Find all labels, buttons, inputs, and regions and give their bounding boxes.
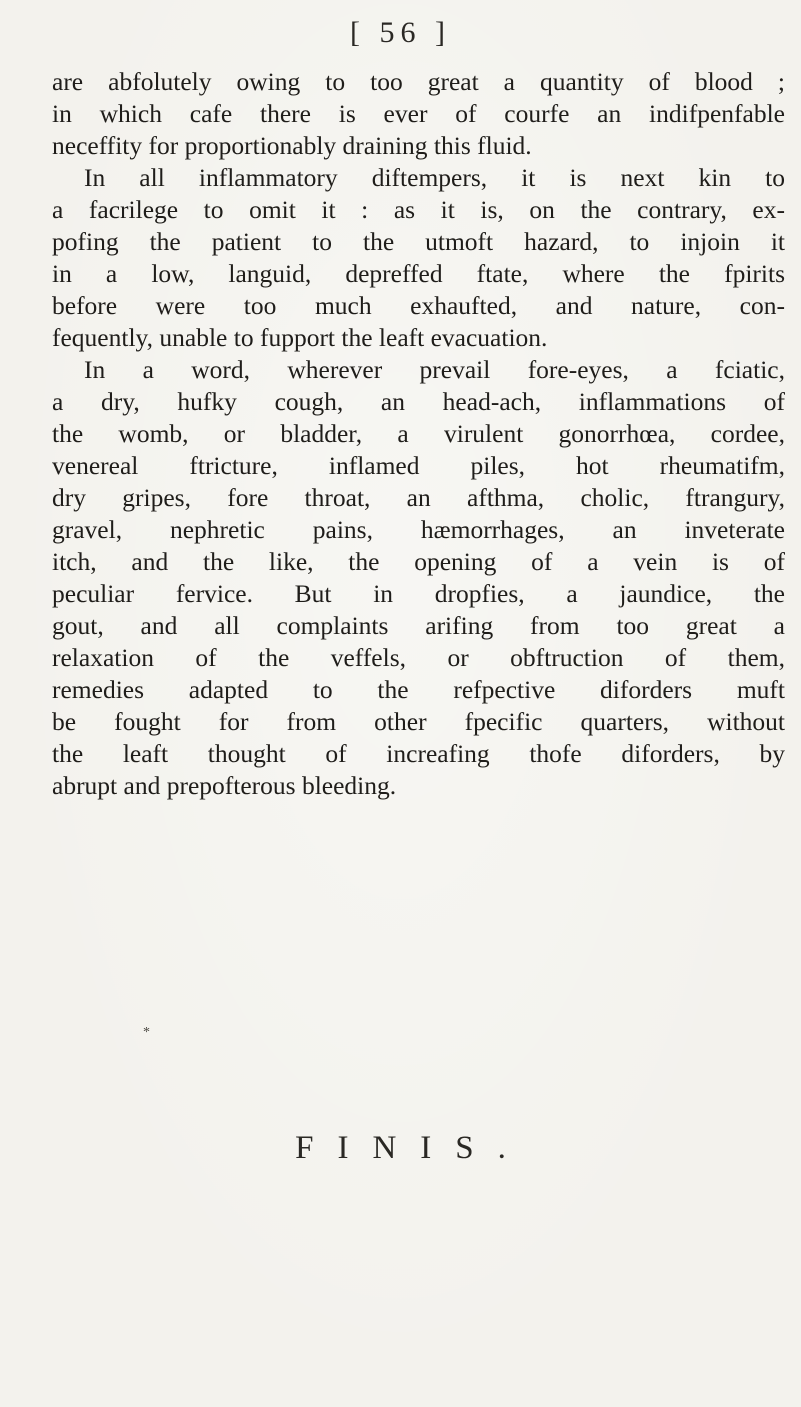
text-line: in which cafe there is ever of courfe an indifpenfable [52,99,785,128]
finis-heading: FINIS. [295,1130,530,1166]
text-line: gout, and all complaints arifing from too great a [52,611,785,640]
text-line: are abfolutely owing to too great a quantity of blood ; [52,67,785,96]
text-line: neceffity for proportionably draining this fluid. [52,131,532,160]
page-number: [ 56 ] [350,16,451,49]
text-line: dry gripes, fore throat, an afthma, cholic, ftrangury, [52,483,785,512]
text-line: In all inflammatory diftempers, it is next kin to [84,163,785,192]
text-line: venereal ftricture, inflamed piles, hot rheumatifm, [52,451,785,480]
text-line: In a word, wherever prevail fore-eyes, a fciatic, [84,355,785,384]
text-line: before were too much exhaufted, and nature, con- [52,291,785,320]
text-line: remedies adapted to the refpective diforders muft [52,675,785,704]
text-line: pofing the patient to the utmoft hazard, to injoin it [52,227,785,256]
text-line: a facrilege to omit it : as it is, on the contrary, ex- [52,195,785,224]
body-paragraph [52,66,785,802]
text-line: peculiar fervice. But in dropfies, a jaundice, the [52,579,785,608]
text-line: a dry, hufky cough, an head-ach, inflammations of [52,387,785,416]
text-line: fequently, unable to fupport the leaft evacuation. [52,323,548,352]
text-line: be fought for from other fpecific quarters, without [52,707,785,736]
text-line: gravel, nephretic pains, hæmorrhages, an inveterate [52,515,785,544]
text-line: in a low, languid, depreffed ftate, where the fpirits [52,259,785,288]
text-line: relaxation of the veffels, or obftruction of them, [52,643,785,672]
text-line: the leaft thought of increafing thofe diforders, by [52,739,785,768]
text-line: abrupt and prepofterous bleeding. [52,771,397,800]
printer-ornament: * [143,1025,150,1040]
text-line: itch, and the like, the opening of a vein is of [52,547,785,576]
text-line: the womb, or bladder, a virulent gonorrhœa, cordee, [52,419,785,448]
